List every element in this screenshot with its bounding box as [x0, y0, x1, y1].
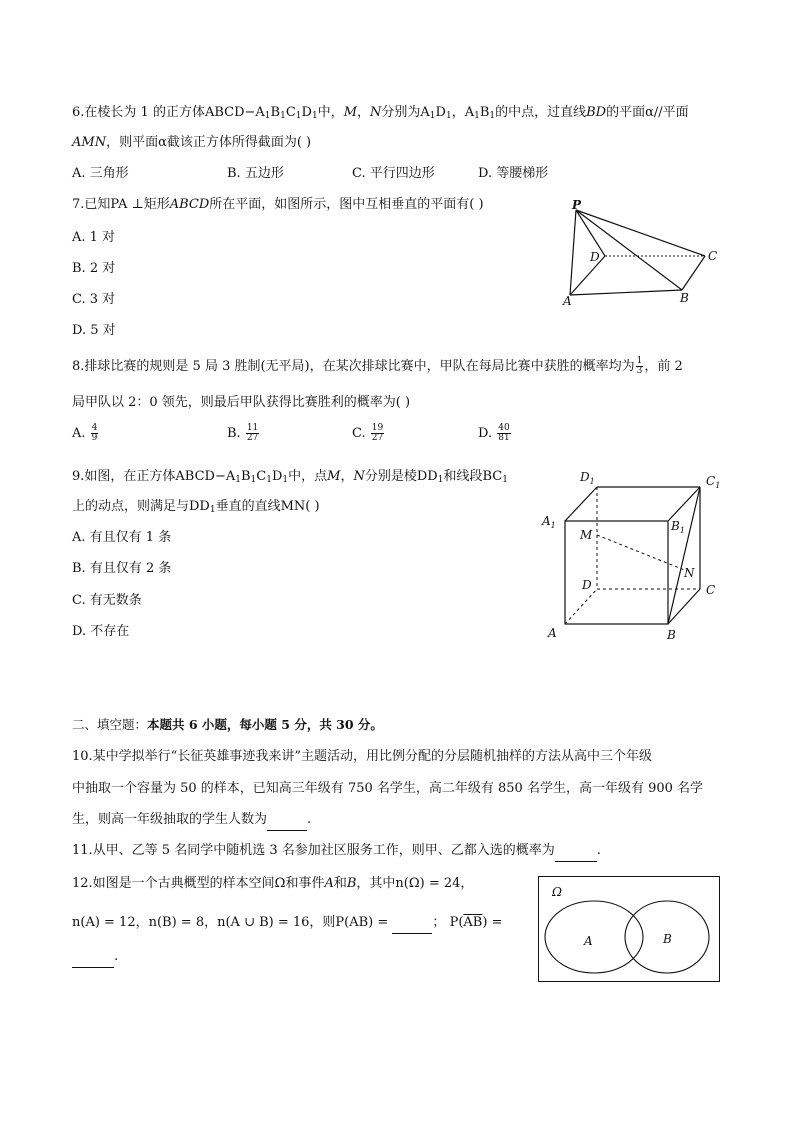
q9-label-c1: $C_1$ — [706, 474, 721, 490]
q11-line1: 11.从甲、乙等 5 名同学中随机选 3 名参加社区服务工作，则甲、乙都入选的概率为 . — [72, 841, 601, 862]
q7-label-c: C — [708, 249, 718, 263]
q10-line1: 10.某中学拟举行“长征英雄事迹我来讲”主题活动，用比例分配的分层随机抽样的方法从高中三个年级 — [72, 749, 652, 764]
q7-label-d: D — [590, 250, 600, 264]
q12-label-a: A — [584, 934, 593, 948]
q10-line2: 中抽取一个容量为 50 的样本，已知高三年级有 750 名学生，高二年级有 850 名学生，高一年级有 900 名学 — [72, 781, 704, 796]
q9-label-b: B — [667, 628, 676, 642]
q12-venn-figure — [538, 876, 720, 982]
q9-cube-figure — [540, 465, 730, 645]
q8-line2: 局甲队以 2：0 领先，则最后甲队获得比赛胜利的概率为( ) — [72, 395, 411, 410]
q9-edge-ad — [565, 589, 597, 624]
q11-answer-blank[interactable] — [555, 841, 597, 862]
q10-answer-blank[interactable] — [267, 810, 307, 831]
q9-edge-b1c1 — [668, 487, 700, 521]
q8-line1: 8.排球比赛的规则是 5 局 3 胜制(无平局)，在某次排球比赛中，甲队在每局比赛中获胜的概率均为 $\frac{1}{3}$ ，前 2 — [72, 356, 683, 376]
q9-option-d: D. 不存在 — [72, 624, 130, 639]
q9-edge-a1d1 — [565, 487, 597, 521]
q9-label-a1: $A_1$ — [542, 514, 556, 530]
q9-option-c: C. 有无数条 — [72, 593, 142, 608]
q9-label-c: C — [706, 583, 716, 597]
q9-label-d: D — [582, 578, 592, 592]
section-fill-in-heading: 二、填空题：本题共 6 小题，每小题 5 分，共 30 分。 — [72, 717, 383, 732]
q8-option-d: D. $\frac{40}{81}$ — [478, 423, 510, 443]
q7-edge-bc — [682, 256, 705, 290]
q7-option-c: C. 3 对 — [72, 292, 116, 307]
q6-line2: AMN，则平面α截该正方体所得截面为( ) — [72, 135, 312, 150]
q9-option-b: B. 有且仅有 2 条 — [72, 561, 172, 576]
q12-event-a — [545, 901, 643, 973]
q7-stem: 7.已知PA ⊥矩形ABCD所在平面，如图所示，图中互相垂直的平面有( ) — [72, 197, 484, 212]
q9-label-b1: $B_1$ — [671, 519, 685, 535]
q9-edge-bc — [668, 589, 700, 624]
q6-option-d: D. 等腰梯形 — [478, 166, 549, 181]
q6-option-a: A. 三角形 — [72, 166, 129, 181]
q9-label-d1: $D_1$ — [580, 470, 595, 486]
q7-label-a: A — [563, 294, 572, 308]
q12-line1: 12.如图是一个古典概型的样本空间Ω和事件A和B，其中n(Ω) = 24， — [72, 876, 474, 891]
q8-probability-fraction: $\frac{1}{3}$ — [636, 356, 643, 376]
q8-option-b: B. $\frac{11}{27}$ — [227, 423, 259, 443]
q7-option-d: D. 5 对 — [72, 323, 116, 338]
q7-label-b: B — [680, 291, 689, 305]
q12-line3: . — [72, 947, 118, 968]
q7-edge-pa — [570, 210, 576, 295]
q12-label-b: B — [663, 932, 672, 946]
q9-line2: 上的动点，则满足与$DD_1$垂直的直线MN( ) — [72, 499, 320, 515]
q9-segment-bc1 — [668, 487, 700, 624]
q10-line3: 生，则高一年级抽取的学生人数为 . — [72, 810, 311, 831]
q9-label-n: N — [684, 566, 695, 580]
q9-option-a: A. 有且仅有 1 条 — [72, 530, 172, 545]
q9-segment-mn — [597, 535, 687, 571]
q6-option-c: C. 平行四边形 — [352, 166, 435, 181]
q7-edge-ad — [570, 256, 605, 295]
q12-line2: n(A) = 12，n(B) = 8，n(A ∪ B) = 16，则P(AB) = ； $P(\overline{A}\overline{B})$ = — [72, 913, 502, 934]
q8-option-c: C. $\frac{19}{27}$ — [352, 423, 384, 443]
q7-edge-ab — [570, 290, 682, 295]
q12-answer-blank-1[interactable] — [392, 913, 432, 934]
q8-option-a: A. $\frac{4}{9}$ — [72, 423, 98, 443]
q12-answer-blank-2[interactable] — [72, 947, 114, 968]
q7-option-a: A. 1 对 — [72, 230, 116, 245]
q9-label-a: A — [548, 626, 557, 640]
q7-label-p: P — [572, 198, 582, 212]
q6-option-b: B. 五边形 — [227, 166, 284, 181]
q6-line1: 6.在棱长为 1 的正方体$ABCD-A_1B_1C_1D_1$中，M，N分别为$A_1D_1$，$A_1B_1$的中点，过直线BD的平面α//平面 — [72, 105, 689, 121]
q9-line1: 9.如图，在正方体$ABCD-A_1B_1C_1D_1$中，点M，N分别是棱$DD_1$和线段$BC_1$ — [72, 469, 508, 485]
q7-option-b: B. 2 对 — [72, 261, 116, 276]
q12-label-omega: Ω — [552, 885, 562, 899]
q9-label-m: M — [580, 528, 593, 542]
q7-pyramid-figure — [560, 198, 730, 308]
